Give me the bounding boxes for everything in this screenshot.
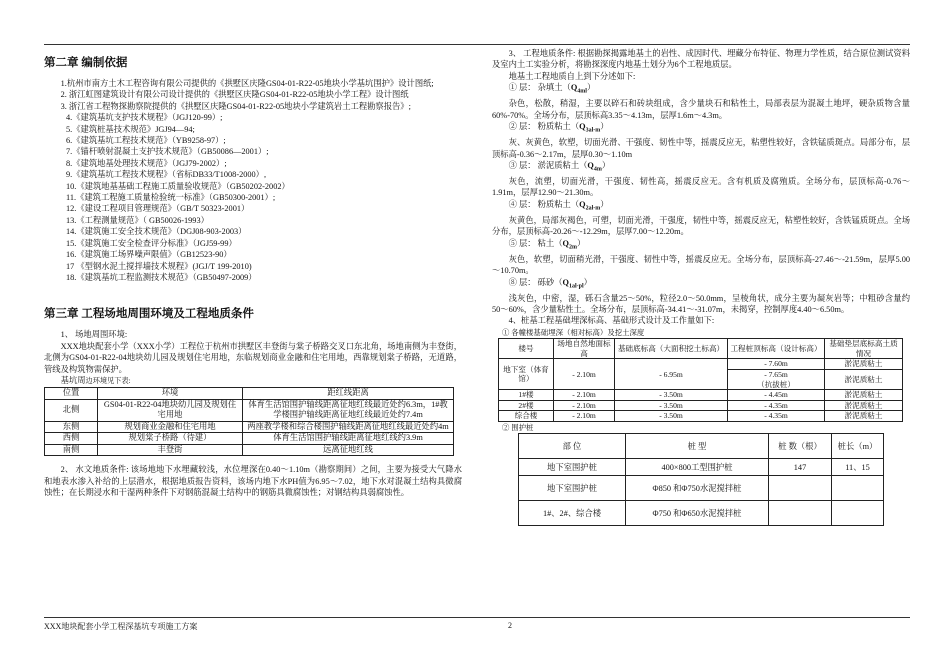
layer-desc: 灰色，流塑，切面光滑，干强度、韧性高，摇震反应无。含有机质及腐殖质。全场分布，层顶标高-0.76～1.91m，层厚12.90～21.30m。 bbox=[492, 177, 910, 198]
footer-rule bbox=[44, 617, 910, 618]
standard-item: 9.《建筑基坑工程技术规程》（省标DB33/T1008-2000）, bbox=[66, 170, 267, 180]
table-cell: 1#楼 bbox=[499, 390, 554, 401]
table-cell: 地下室（体育馆） bbox=[499, 359, 554, 390]
table-row bbox=[45, 399, 454, 421]
layer-symbol-sub: 4ml bbox=[577, 88, 587, 95]
table-header: 环境 bbox=[98, 388, 243, 400]
foundation-table bbox=[498, 338, 903, 422]
table-cell: - 3.50m bbox=[615, 400, 728, 411]
table-header: 距红线距离 bbox=[243, 388, 454, 400]
table-cell: 规划棠子桥路（待建） bbox=[98, 433, 243, 445]
table-header: 基础底标高（大面积挖土标高） bbox=[615, 339, 728, 359]
table-cell: 西侧 bbox=[45, 433, 98, 445]
standards-list bbox=[44, 112, 462, 283]
table-row bbox=[519, 459, 884, 476]
table-cell: 规划商业金融和住宅用地 bbox=[98, 421, 243, 433]
table-cell: - 4.35m bbox=[728, 411, 825, 422]
site-env-heading: 1、 场地周围环境: bbox=[60, 330, 128, 340]
basis-item-2: 2. 浙江虹图建筑设计有限公司设计提供的《拱墅区庆隆GS04-01-R22-05地块小学工程》设计图纸 bbox=[60, 90, 409, 100]
layer-desc: 灰、灰黄色，软塑，切面光滑、干强度、韧性中等，摇震反应无，粘塑性较好，含铁锰质斑点。局部分布，层顶标高-0.36～2.17m，层厚0.30～1.10m bbox=[492, 138, 910, 159]
layer-desc: 杂色，松散，稍湿，主要以碎石和砖块组成，含少量块石和粘性土，局部表层为混凝土地坪，硬杂质物含量60%-70%。全场分布，层顶标高3.35～4.13m，层厚1.6m～4.3m。 bbox=[492, 99, 910, 120]
table-row bbox=[499, 400, 903, 411]
standard-item: 12.《建设工程项目管理规范》（GB/T 50323-2001） bbox=[66, 204, 250, 214]
cell-line: - 7.65m bbox=[764, 370, 788, 380]
standard-item: 13.《工程测量规范》（ GB50026-1993） bbox=[66, 215, 209, 225]
table-cell: 1#、2#、综合楼 bbox=[519, 501, 626, 526]
table-row bbox=[45, 421, 454, 433]
table-cell: - 2.10m bbox=[554, 359, 615, 390]
layer-heading: ⑧ 层： 砾砂$(Q_{1al-pl})$ bbox=[508, 277, 592, 290]
layer-name: ① 层： 杂填土（ bbox=[508, 83, 571, 93]
standard-item: 8.《建筑地基处理技术规范》（JGJ79-2002）; bbox=[66, 158, 227, 168]
table-header: 部 位 bbox=[519, 434, 626, 459]
table-cell: 综合楼 bbox=[499, 411, 554, 422]
table-row bbox=[499, 359, 903, 370]
table-header: 楼号 bbox=[499, 339, 554, 359]
left-column bbox=[44, 48, 462, 499]
standard-item: 16.《建筑施工场界噪声限值》（GB12523-90） bbox=[66, 250, 232, 260]
layer-name: ④ 层： 粉质粘土（ bbox=[508, 199, 580, 209]
table-cell: - 4.35m bbox=[728, 400, 825, 411]
table-cell bbox=[769, 476, 832, 501]
table-row bbox=[499, 411, 903, 422]
standard-item: 14.《建筑施工安全技术规范》（DGJ08-903-2003） bbox=[66, 227, 247, 237]
table-cell: - 3.50m bbox=[615, 390, 728, 401]
layer-heading: ④ 层： 粉质粘土$(Q_{2al-m})$ bbox=[508, 199, 609, 212]
table-row bbox=[45, 444, 454, 456]
layer-symbol: Q bbox=[579, 199, 586, 209]
layer-name: ③ 层： 淤泥质粘土（ bbox=[508, 160, 588, 170]
table-cell: - 2.10m bbox=[554, 411, 615, 422]
layer-symbol-sub: 2m bbox=[569, 244, 577, 251]
table-cell: - 2.10m bbox=[554, 400, 615, 411]
table-header: 工程桩顶标高（设计标高） bbox=[728, 339, 825, 359]
caption-text: 基坑周 bbox=[60, 375, 86, 385]
environment-table bbox=[44, 387, 454, 456]
table-cell: 东侧 bbox=[45, 421, 98, 433]
layer-desc: 浅灰色，中密，湿，砾石含量25～50%，粒径2.0～50.0mm，呈棱角状，成分主要为凝灰岩等；中粗砂含量约50～60%，含少量粘性土。全场分布，层顶标高-34.41～-31.07m，未揭穿，控制厚度4.40～6.50m。 bbox=[492, 293, 910, 315]
table-cell: - 4.45m bbox=[728, 390, 825, 401]
layer-name: ⑤ 层： 粘土（ bbox=[508, 238, 563, 248]
table-cell: 丰登街 bbox=[98, 444, 243, 456]
standard-item: 6.《建筑基坑工程技术规范》（YB9258-97）; bbox=[66, 136, 226, 146]
foundation-table-caption: ① 各幢楼基础埋深（相对标高）及挖土深度 bbox=[502, 327, 645, 337]
cell-line: （抗拔桩） bbox=[757, 379, 795, 389]
table-cell: 淤泥质粘土 bbox=[825, 390, 903, 401]
table-cell: 2#楼 bbox=[499, 400, 554, 411]
standard-item: 7.《锚杆喷射混凝土支护技术规范》（GB50086—2001）; bbox=[66, 147, 269, 157]
chapter-2-title: 第二章 编制依据 bbox=[44, 57, 128, 69]
table-header: 桩 数（根） bbox=[769, 434, 832, 459]
retaining-pile-caption: ② 围护桩 bbox=[502, 423, 534, 433]
table-cell bbox=[769, 501, 832, 526]
table-cell: 北侧 bbox=[45, 399, 98, 421]
table-cell: 地下室围护桩 bbox=[519, 459, 626, 476]
standard-item: 15.《建筑施工安全检查评分标准》（JGJ59-99） bbox=[66, 238, 237, 248]
layer-symbol-sub: 2al-m bbox=[585, 205, 601, 212]
table-cell: 淤泥质粘土 bbox=[825, 400, 903, 411]
geology-sub: 地基土工程地质自上到下分述如下: bbox=[508, 71, 636, 81]
layer-heading: ⑤ 层： 粘土$(Q_{2m})$ bbox=[508, 238, 586, 251]
table-cell: GS04-01-R22-04地块幼儿园及规划住宅用地 bbox=[98, 399, 243, 421]
table-cell: 147 bbox=[769, 459, 832, 476]
basis-item-1: 1.杭州市南方土木工程咨询有限公司提供的《拱墅区庆隆GS04-01-R22-05地块小学基坑围护》设计图纸; bbox=[60, 79, 434, 88]
header-rule bbox=[44, 44, 910, 45]
table-cell bbox=[728, 370, 825, 390]
table-cell bbox=[832, 476, 884, 501]
caption-small: 边环境见下表: bbox=[85, 376, 131, 385]
hydro-paragraph: 2、 水文地质条件: 该场地地下水埋藏较浅，水位埋深在0.40～1.10m（勘察期间）之间，主要为接受大气降水和地表水渗入补给的上层潜水，根据地质报告资料，该场内地下水PH值为6.95～7.02，地下水对混凝土结构具微腐蚀性；在长期浸水和干湿两种条件下对钢筋混凝土结构中的钢筋具微腐蚀性；对钢结构具弱腐蚀性。 bbox=[44, 465, 462, 498]
table-header: 位置 bbox=[45, 388, 98, 400]
standard-item: 18.《建筑基坑工程监测技术规范》（GB50497-2009） bbox=[66, 272, 257, 282]
layer-heading: ① 层： 杂填土$(Q_{4ml})$ bbox=[508, 83, 596, 95]
geology-intro: 3、 工程地质条件: 根据勘探揭露地基土的岩性、成因时代、埋藏分布特征、物理力学性质，结合原位测试资料及室内土工实验分析，将勘探深度内地基土划分为6个工程地质层。 bbox=[492, 49, 910, 70]
page-number: 2 bbox=[508, 621, 512, 630]
table-row bbox=[519, 476, 884, 501]
footer-title: XXX地块配套小学工程深基坑专项施工方案 bbox=[44, 622, 198, 631]
standard-item: 5.《建筑桩基技术规范》JGJ94—94; bbox=[66, 124, 195, 134]
table-cell: 地下室围护桩 bbox=[519, 476, 626, 501]
table-cell: 11、15 bbox=[832, 459, 884, 476]
layer-name: ⑧ 层： 砾砂（ bbox=[508, 277, 563, 287]
table-row bbox=[499, 390, 903, 401]
table-header: 桩长（m） bbox=[832, 434, 884, 459]
layer-desc: 灰黄色，局部灰褐色，可塑，切面光滑，干强度，韧性中等，摇震反应无，粘塑性较好，含铁锰质斑点。全场分布，层顶标高-20.26～-12.29m，层厚7.00～12.20m。 bbox=[492, 215, 910, 237]
table-row bbox=[519, 501, 884, 526]
basis-item-3: 3. 浙江省工程物探勘察院提供的《拱墅区庆隆GS04-01-R22-05地块小学建筑岩土工程勘察报告》; bbox=[60, 101, 411, 111]
table-cell: 淤泥质粘土 bbox=[825, 411, 903, 422]
layer-symbol-sub: 4m bbox=[593, 166, 602, 173]
table-cell: 两座教学楼和综合楼围护轴线距离征地红线最近处约4m bbox=[243, 421, 454, 433]
table-cell: 南侧 bbox=[45, 444, 98, 456]
standard-item: 11.《建筑工程施工质量检验统一标准》（GB50300-2001）; bbox=[66, 193, 276, 203]
table-cell: - 2.10m bbox=[554, 390, 615, 401]
table-cell: - 3.50m bbox=[615, 411, 728, 422]
layer-symbol: Q bbox=[562, 277, 569, 287]
pile-section-title: 4、桩基工程基础埋深标高、基础形式设计及工作量如下: bbox=[508, 316, 715, 326]
layer-heading: ② 层： 粉质粘土$(Q_{3al-m})$ bbox=[508, 122, 609, 134]
retaining-pile-table bbox=[518, 433, 884, 526]
layer-desc: 灰色，软塑，切面稍光滑，干强度、韧性中等，摇震反应无。全场分布，层顶标高-27.46～-21.59m，层厚5.00～10.70m。 bbox=[492, 254, 910, 276]
layer-symbol-sub: 3al-m bbox=[585, 127, 601, 134]
table-cell: Φ750 和Φ650水泥搅拌桩 bbox=[626, 501, 769, 526]
table-cell: 淤泥质粘土 bbox=[825, 359, 903, 370]
table-cell bbox=[832, 501, 884, 526]
layer-symbol: Q bbox=[562, 238, 569, 248]
standard-item: 4.《建筑基坑支护技术规程》（JGJ120-99）; bbox=[66, 113, 223, 123]
layer-name: ② 层： 粉质粘土（ bbox=[508, 122, 580, 132]
table-header: 桩 型 bbox=[626, 434, 769, 459]
right-column bbox=[492, 48, 910, 526]
table-header: 基础垫层底标高土质情况 bbox=[825, 339, 903, 359]
standard-item: 10.《建筑地基基础工程施工质量验收规范》（GB50202-2002） bbox=[66, 181, 290, 191]
standard-item: 17 《型钢水泥土搅拌墙技术规程》(JGJ/T 199-2010) bbox=[66, 261, 252, 271]
table-cell: Φ850 和Φ750水泥搅拌桩 bbox=[626, 476, 769, 501]
table-header: 场地自然地面标高 bbox=[554, 339, 615, 359]
layer-symbol: Q bbox=[579, 122, 586, 132]
site-env-paragraph: XXX地块配套小学（XXX小学）工程位于杭州市拱墅区丰登街与棠子桥路交叉口东北角，场地南侧为丰登街，北侧为GS04-01-R22-04地块幼儿园及规划住宅用地，东临规划商业金融和住宅用地，西靠规划棠子桥路，无道路，管线及构筑物需保护。 bbox=[44, 341, 462, 374]
layer-symbol: Q bbox=[587, 160, 594, 170]
table-cell: - 7.60m bbox=[728, 359, 825, 370]
table-cell: 400×800工型围护桩 bbox=[626, 459, 769, 476]
layer-heading: ③ 层： 淤泥质粘土$(Q_{4m})$ bbox=[508, 160, 611, 173]
layer-symbol-sub: 1al-pl bbox=[569, 283, 584, 290]
table-cell: 体育生活馆围护轴线距离征地红线约3.9m bbox=[243, 433, 454, 445]
chapter-3-title: 第三章 工程场地周围环境及工程地质条件 bbox=[44, 308, 254, 321]
table-row bbox=[45, 433, 454, 445]
table-cell: 远离征地红线 bbox=[243, 444, 454, 456]
table-cell: 体育生活馆围护轴线距离征地红线最近处约6.3m，1#教学楼围护轴线距离征地红线最近处约7.4m bbox=[243, 399, 454, 421]
layer-symbol: Q bbox=[570, 83, 578, 93]
table-cell: 淤泥质粘土 bbox=[825, 370, 903, 390]
table-cell: - 6.95m bbox=[615, 359, 728, 390]
env-table-caption bbox=[44, 375, 462, 387]
